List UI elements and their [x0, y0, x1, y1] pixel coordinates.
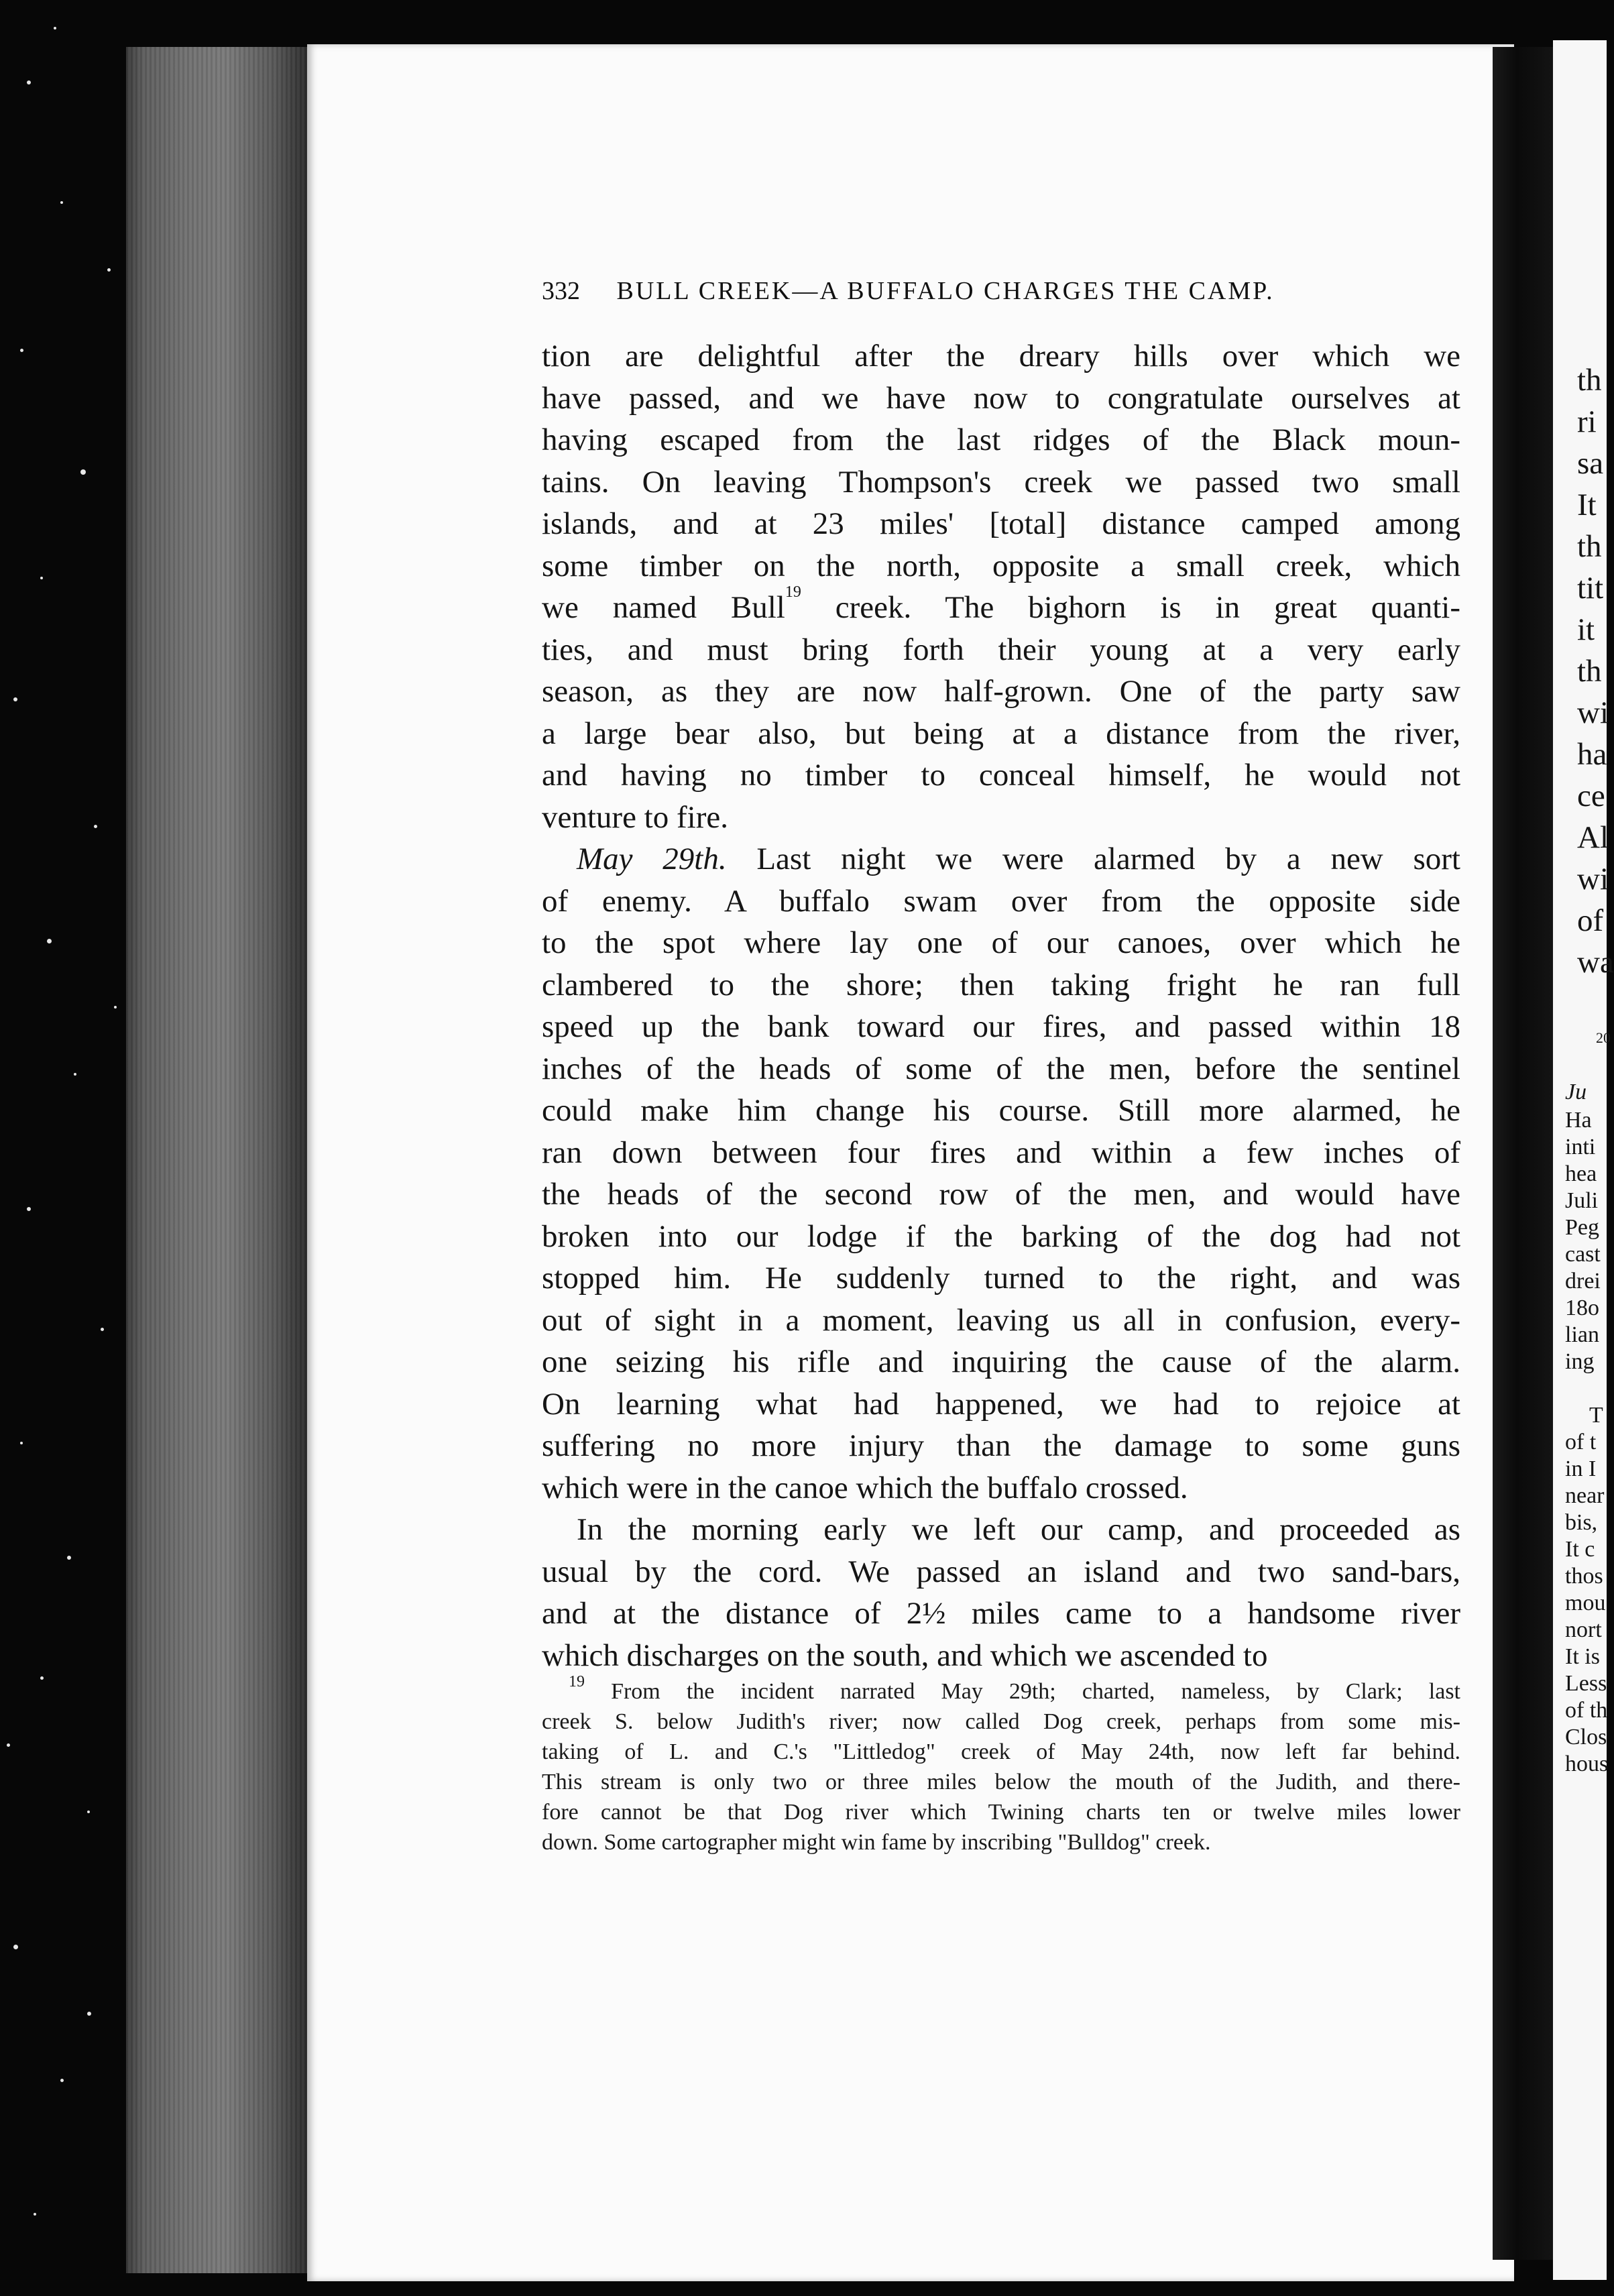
next-page-note-line: drei [1565, 1269, 1601, 1294]
body-line: of enemy. A buffalo swam over from the opposite side [542, 883, 1460, 919]
next-page-note-line: 20 [1596, 1029, 1611, 1046]
next-page-line: It [1577, 487, 1597, 522]
next-page-note-line: It is [1565, 1644, 1600, 1669]
body-line: broken into our lodge if the barking of the dog had not [542, 1218, 1460, 1254]
scan-speckle [13, 697, 17, 701]
body-line: to the spot where lay one of our canoes, over which he [542, 925, 1460, 960]
body-line: could make him change his course. Still more alarmed, he [542, 1093, 1460, 1128]
body-line: which were in the canoe which the buffalo crossed. [542, 1470, 1188, 1505]
scan-speckle [47, 939, 52, 943]
next-page-line: th [1577, 654, 1602, 689]
next-page-note-line: 18o [1565, 1296, 1599, 1320]
next-page-note-line: It c [1565, 1537, 1595, 1562]
next-page-note-line: Ju [1565, 1080, 1587, 1104]
footnote [542, 1673, 1460, 1857]
next-page-note-line: nort [1565, 1617, 1602, 1642]
next-page-note-line: of th [1565, 1698, 1608, 1723]
scan-speckle [74, 1073, 76, 1076]
scan-speckle [60, 201, 63, 204]
scan-speckle [40, 1676, 44, 1680]
body-line: clambered to the shore; then taking fright he ran full [542, 967, 1460, 1002]
next-page-note-line: Less [1565, 1671, 1607, 1696]
footnote-ref: 19 [785, 583, 801, 601]
scan-speckle [27, 80, 31, 84]
scan-speckle [94, 825, 97, 828]
body-line: one seizing his rifle and inquiring the cause of the alarm. [542, 1344, 1460, 1379]
next-page-note-line: cast [1565, 1242, 1601, 1267]
running-title: BULL CREEK—A BUFFALO CHARGES THE CAMP. [616, 277, 1275, 305]
next-page-note-line: mou [1565, 1591, 1606, 1615]
body-line: some timber on the north, opposite a small creek, which [542, 548, 1460, 583]
next-page-note-line: Peg [1565, 1215, 1599, 1240]
book-edge [126, 47, 308, 2273]
next-page-line: sa [1577, 446, 1604, 481]
body-line: a large bear also, but being at a distance from the river, [542, 715, 1460, 751]
scan-speckle [67, 1556, 71, 1560]
next-page-line: th [1577, 529, 1602, 564]
body-line: speed up the bank toward our fires, and passed within 18 [542, 1009, 1460, 1044]
next-page-line: of [1577, 903, 1604, 938]
page-number: 332 [542, 277, 580, 305]
body-line: having escaped from the last ridges of the Black moun- [542, 422, 1460, 457]
next-page-note-line: lian [1565, 1322, 1599, 1347]
next-page-note-line: hea [1565, 1161, 1597, 1186]
footnote-line: This stream is only two or three miles below the mouth of the Judith, and there- [542, 1770, 1460, 1794]
body-line: ties, and must bring forth their young at a very early [542, 632, 1460, 667]
scan-speckle [20, 349, 23, 352]
body-line: have passed, and we have now to congratulate ourselves at [542, 380, 1460, 416]
body-line: suffering no more injury than the damage to some guns [542, 1428, 1460, 1463]
next-page-line: wi [1577, 695, 1609, 730]
body-line: usual by the cord. We passed an island and two sand-bars, [542, 1554, 1460, 1589]
body-line: and at the distance of 2½ miles came to a handsome river [542, 1596, 1460, 1631]
next-page-note-line: of t [1565, 1430, 1597, 1454]
body-line: we named Bull$^{19}$ creek. The bighorn is in great quanti- [542, 583, 1460, 625]
body-line: tains. On leaving Thompson's creek we passed two small [542, 464, 1460, 500]
body-text [542, 335, 1460, 1676]
footnote-line: $^{19}$ From the incident narrated May 29th; charted, nameless, by Clark; last [569, 1673, 1460, 1704]
next-page-line: wa [1577, 945, 1614, 980]
footnote-line: creek S. below Judith's river; now called Dog creek, perhaps from some mis- [542, 1709, 1460, 1734]
body-line: On learning what had happened, we had to rejoice at [542, 1386, 1460, 1422]
body-line: islands, and at 23 miles' [total] distance camped among [542, 506, 1460, 541]
footnote-line: taking of L. and C.'s "Littledog" creek of May 24th, now left far behind. [542, 1739, 1460, 1764]
next-page-note-line: Juli [1565, 1188, 1599, 1213]
next-page-note-line: ing [1565, 1349, 1595, 1374]
scan-speckle [7, 1743, 10, 1747]
scan-speckle [34, 2213, 36, 2216]
scan-speckle [54, 27, 56, 30]
next-page-note-line: hous [1565, 1752, 1609, 1776]
next-page-line: ce [1577, 779, 1605, 813]
next-page-line: tit [1577, 571, 1604, 606]
scan-speckle [107, 268, 111, 272]
body-line: out of sight in a moment, leaving us all in confusion, every- [542, 1302, 1460, 1338]
footnote-line: down. Some cartographer might win fame by inscribing "Bulldog" creek. [542, 1830, 1211, 1855]
next-page-line: wi [1577, 862, 1609, 897]
body-line: venture to fire. [542, 799, 728, 835]
scan-speckle [27, 1207, 31, 1211]
next-page-note-line: inti [1565, 1135, 1596, 1159]
next-page-line: th [1577, 363, 1602, 398]
scan-speckle [87, 1811, 90, 1813]
scan-speckle [101, 1328, 104, 1331]
scan-speckle [20, 1442, 23, 1444]
next-page-note-line: near [1565, 1483, 1605, 1508]
next-page-line: Al [1577, 820, 1609, 855]
body-line: which discharges on the south, and which we ascended to [542, 1638, 1268, 1673]
body-line: tion are delightful after the dreary hills over which we [542, 339, 1460, 374]
next-page-note-line: in I [1565, 1456, 1597, 1481]
next-page-note-line: T [1589, 1403, 1603, 1428]
scan-speckle [60, 2079, 64, 2082]
page-gutter [1493, 47, 1554, 2260]
body-line: and having no timber to conceal himself, he would not [542, 758, 1460, 793]
footnote-line: fore cannot be that Dog river which Twining charts ten or twelve miles lower [542, 1800, 1460, 1825]
body-line: the heads of the second row of the men, and would have [542, 1177, 1460, 1212]
scan-speckle [114, 1006, 117, 1009]
body-line: May 29th. Last night we were alarmed by a new sort [577, 842, 1460, 876]
scan-speckle [87, 2012, 91, 2016]
body-line: ran down between four fires and within a few inches of [542, 1135, 1460, 1170]
scan-speckle [13, 1945, 18, 1949]
date-heading: May 29th. [577, 842, 727, 876]
next-page-line: ri [1577, 404, 1597, 439]
next-page-note-line: thos [1565, 1564, 1603, 1589]
body-line: season, as they are now half-grown. One of the party saw [542, 674, 1460, 709]
scan-speckle [40, 577, 43, 579]
body-line: In the morning early we left our camp, and proceeded as [577, 1512, 1460, 1547]
running-header [542, 276, 1454, 310]
next-page-line: ha [1577, 737, 1607, 772]
next-page-note-line: bis, [1565, 1510, 1598, 1535]
next-page-note-line: Clos [1565, 1725, 1607, 1749]
footnote-marker: 19 [569, 1673, 585, 1690]
next-page-note-line: Ha [1565, 1108, 1592, 1133]
scan-speckle [80, 469, 86, 475]
body-line: inches of the heads of some of the men, before the sentinel [542, 1051, 1460, 1086]
body-line: stopped him. He suddenly turned to the right, and was [542, 1261, 1460, 1296]
next-page-line: it [1577, 612, 1595, 647]
